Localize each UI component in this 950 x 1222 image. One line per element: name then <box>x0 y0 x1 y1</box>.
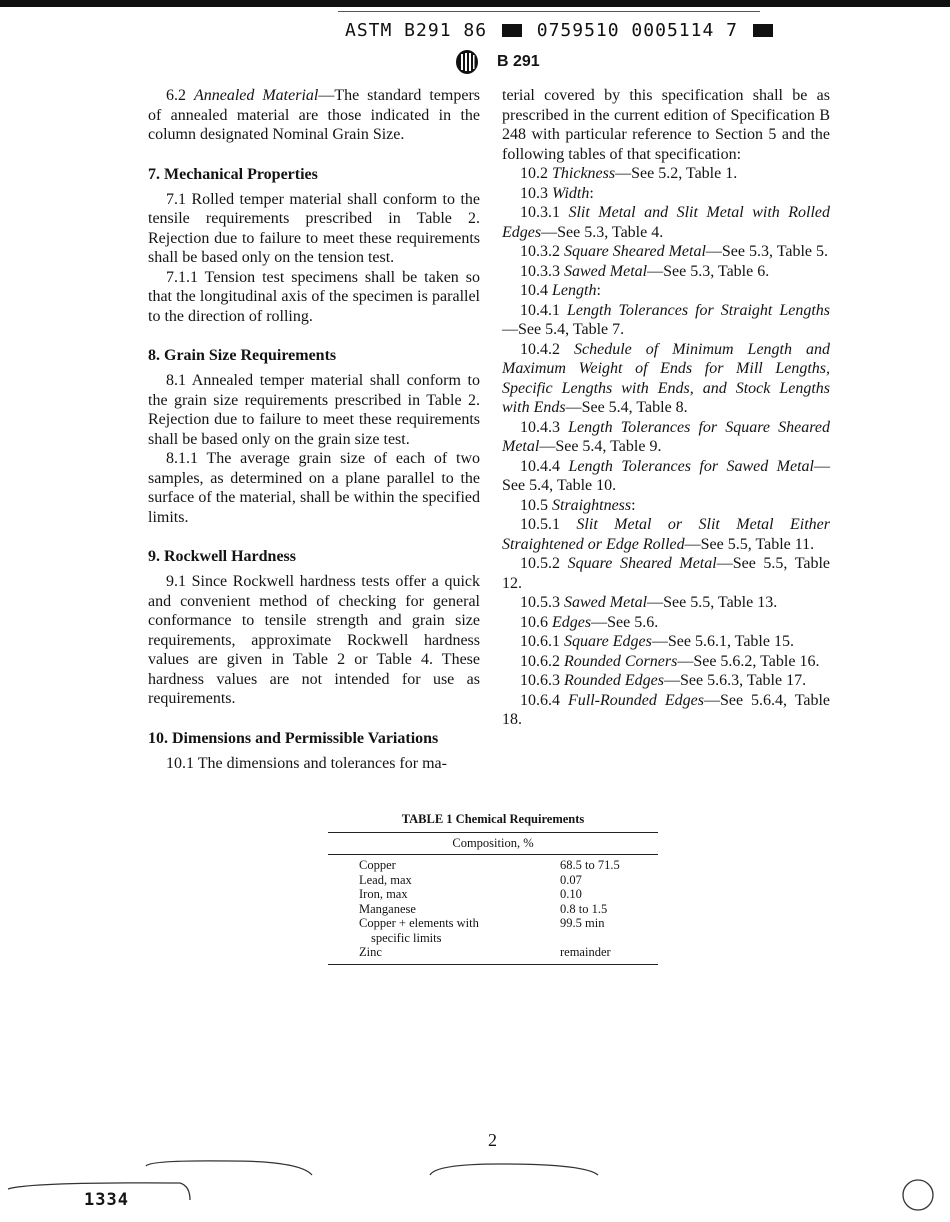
paragraph-title: Edges <box>552 613 592 631</box>
document-code-right: 0759510 0005114 7 <box>536 20 738 41</box>
composition-value: remainder <box>560 945 611 959</box>
document-code <box>345 20 805 44</box>
paragraph-10-4-1 <box>502 301 830 340</box>
section-7-heading: 7. Mechanical Properties <box>148 165 318 183</box>
table-row <box>328 945 658 960</box>
paragraph-number: 6.2 <box>166 87 186 104</box>
paragraph-10-6-3 <box>502 671 830 691</box>
header-rule <box>338 11 760 12</box>
paragraph-7-1-1: 7.1.1 Tension test specimens shall be taken so that the longitudinal axis of the specimen is parallel to the direction of rolling. <box>148 268 480 325</box>
paragraph-number: 10.6.3 <box>520 672 560 689</box>
paragraph-number: 10.3 <box>520 184 548 202</box>
paragraph-number: 10.4.3 <box>520 418 560 436</box>
paragraph-number: 10.6.2 <box>520 652 560 670</box>
paragraph-6-2 <box>148 86 480 145</box>
element-name: Manganese <box>359 901 416 916</box>
element-cell <box>328 858 560 873</box>
table-row <box>328 858 658 873</box>
paragraph-10-5-1 <box>502 515 830 554</box>
paragraph-title: Length Tolerances for Square Sheared Metal <box>502 418 830 455</box>
paragraph-title: Square Sheared Metal <box>567 555 717 572</box>
element-name: Lead, max <box>359 872 412 887</box>
paragraph-10-4-4 <box>502 457 830 496</box>
section-9-heading: 9. Rockwell Hardness <box>148 548 296 565</box>
element-cell <box>328 873 560 888</box>
paragraph-number: 10.4.4 <box>520 457 560 475</box>
paragraph-text: : <box>631 496 636 514</box>
paragraph-text: —See 5.3, Table 6. <box>647 262 770 280</box>
bottom-left-curve-mark <box>146 1161 312 1175</box>
paragraph-number: 10.4 <box>520 282 548 299</box>
paragraph-title: Slit Metal or Slit Metal Either Straightened or Edge Rolled <box>502 516 831 553</box>
composition-value: 0.8 to 1.5 <box>560 901 608 916</box>
element-name-continued: specific limits <box>371 930 442 945</box>
paragraph-10-5 <box>502 496 830 516</box>
folio-number: 1334 <box>84 1190 129 1210</box>
paragraph-text: —See 5.4, Table 8. <box>565 399 688 416</box>
paragraph-10-6-1 <box>502 632 830 652</box>
composition-value: 68.5 to 71.5 <box>560 858 620 872</box>
left-column <box>148 86 480 773</box>
punch-hole-mark <box>903 1180 933 1210</box>
paragraph-text: —See 5.6. <box>591 613 659 631</box>
table-bottom-rule <box>328 964 658 965</box>
composition-value: 0.07 <box>560 872 582 887</box>
section-10-heading: 10. Dimensions and Permissible Variations <box>148 729 439 747</box>
document-code-left: ASTM B291 86 <box>345 20 488 41</box>
section-8-heading: 8. Grain Size Requirements <box>148 347 337 364</box>
paragraph-10-2 <box>502 164 830 184</box>
table-body <box>328 855 658 964</box>
paragraph-text: : <box>589 184 594 202</box>
paragraph-title: Length <box>552 282 597 299</box>
paragraph-text: —See 5.3, Table 4. <box>541 223 664 241</box>
paragraph-title: Sawed Metal <box>564 594 648 611</box>
scan-top-bar <box>0 0 950 7</box>
bottom-center-curve-mark <box>430 1164 598 1175</box>
paragraph-number: 10.5.1 <box>520 516 560 533</box>
paragraph-text: —See 5.6.1, Table 15. <box>651 633 794 650</box>
paragraph-number: 10.6.4 <box>520 691 560 709</box>
paragraph-number: 10.4.1 <box>520 301 560 319</box>
paragraph-text: —See 5.6.4, Table 18. <box>502 691 831 728</box>
paragraph-title: Length Tolerances for Straight Lengths <box>567 301 831 319</box>
paragraph-10-6-2 <box>502 652 830 672</box>
paragraph-title: Rounded Corners <box>564 652 678 670</box>
paragraph-number: 10.6 <box>520 613 548 631</box>
paragraph-title: Square Edges <box>564 633 652 650</box>
paragraph-7-1: 7.1 Rolled temper material shall conform to the tensile requirements prescribed in Table 2. Rejection due to failure to meet these requirements shall be based only on the tension test. <box>148 190 480 266</box>
paragraph-number: 10.6.1 <box>520 633 560 650</box>
paragraph-title: Schedule of Minimum Length and Maximum Weight of Ends for Mill Lengths, Specific Lengths with Ends, and Stock Lengths with Ends <box>502 340 831 416</box>
paragraph-10-3-2 <box>502 242 830 262</box>
paragraph-title: Straightness <box>552 496 632 514</box>
page-number: 2 <box>488 1130 497 1150</box>
paragraph-text: —See 5.2, Table 1. <box>615 165 738 182</box>
table-row <box>328 916 658 945</box>
paragraph-8-1-1: 8.1.1 The average grain size of each of two samples, as determined on a plane parallel to the surface of the material, shall be within the specified limits. <box>148 450 480 526</box>
paragraph-title: Thickness <box>552 165 616 182</box>
element-name: Iron, max <box>359 887 408 901</box>
table-row <box>328 887 658 902</box>
paragraph-text: —See 5.4, Table 9. <box>539 438 662 455</box>
paragraph-number: 10.5.3 <box>520 594 560 611</box>
paragraph-10-3-1 <box>502 203 830 242</box>
paragraph-title: Width <box>552 184 590 202</box>
paragraph-title: Annealed Material <box>193 87 319 104</box>
paragraph-title: Sawed Metal <box>564 262 648 280</box>
table-column-header: Composition, % <box>452 836 534 850</box>
composition-value: 0.10 <box>560 887 582 901</box>
paragraph-title: Square Sheared Metal <box>564 243 706 260</box>
paragraph-title: Length Tolerances for Sawed Metal <box>568 457 815 475</box>
paragraph-text: —See 5.5, Table 12. <box>502 555 831 592</box>
paragraph-number: 10.2 <box>520 165 548 182</box>
paragraph-title: Rounded Edges <box>564 672 664 689</box>
paragraph-9-1: 9.1 Since Rockwell hardness tests offer a quick and convenient method of checking for general conformance to tensile strength and grain size requirements, approximate Rockwell hardness values are given in Table 2 or Table 4. These hardness values are not intended for use as requirements. <box>148 573 480 707</box>
paragraph-text: —See 5.6.2, Table 16. <box>677 652 820 670</box>
element-name: Zinc <box>359 945 382 959</box>
paragraph-10-4-3 <box>502 418 830 457</box>
paragraph-text: —See 5.3, Table 5. <box>705 243 829 260</box>
paragraph-number: 10.5 <box>520 496 548 514</box>
paragraph-10-5-2 <box>502 554 830 593</box>
table-row <box>328 873 658 888</box>
astm-logo-icon <box>454 49 480 75</box>
black-block-mark <box>502 24 522 37</box>
dimension-items-list <box>502 164 830 730</box>
black-block-mark <box>753 24 773 37</box>
paragraph-text: —See 5.4, Table 7. <box>502 321 625 338</box>
element-cell <box>328 902 560 917</box>
paragraph-10-6-4 <box>502 691 830 730</box>
paragraph-text: : <box>596 282 601 299</box>
paragraph-text: —See 5.5, Table 11. <box>684 535 815 553</box>
standard-number: B 291 <box>497 53 540 70</box>
element-cell <box>328 887 560 902</box>
paragraph-10-5-3 <box>502 593 830 613</box>
element-name: Copper + elements with <box>359 916 479 930</box>
table-1-chemical-requirements <box>328 812 658 965</box>
paragraph-text: —The standard tempers of annealed material are those indicated in the column designated Nominal Grain Size. <box>148 87 480 143</box>
paragraph-text: —See 5.6.3, Table 17. <box>663 672 807 689</box>
paragraph-10-1: 10.1 The dimensions and tolerances for ma- <box>166 754 447 772</box>
composition-value: 99.5 min <box>560 916 605 930</box>
element-cell <box>328 916 560 945</box>
paragraph-number: 10.3.2 <box>520 243 560 260</box>
paragraph-10-1-continued: terial covered by this specification shall be as prescribed in the current edition of Specification B 248 with particular reference to Section 5 and the following tables of that specification: <box>502 87 830 163</box>
paragraph-text: —See 5.4, Table 10. <box>502 457 831 494</box>
paragraph-10-6 <box>502 613 830 633</box>
paragraph-title: Slit Metal and Slit Metal with Rolled Edges <box>502 204 831 241</box>
paragraph-number: 10.5.2 <box>520 555 560 572</box>
paragraph-number: 10.3.3 <box>520 262 560 280</box>
table-caption: TABLE 1 Chemical Requirements <box>401 812 585 826</box>
paragraph-10-3-3 <box>502 262 830 282</box>
element-cell <box>328 945 560 960</box>
paragraph-8-1: 8.1 Annealed temper material shall conform to the grain size requirements prescribed in Table 2. Rejection due to failure to meet these requirements shall be based only on the grain size test. <box>148 372 480 448</box>
element-name: Copper <box>359 858 396 872</box>
right-column <box>502 86 830 730</box>
paragraph-10-4-2 <box>502 340 830 418</box>
paragraph-number: 10.4.2 <box>520 340 560 358</box>
paragraph-number: 10.3.1 <box>520 204 560 221</box>
paragraph-10-4 <box>502 281 830 301</box>
table-row <box>328 902 658 917</box>
paragraph-10-3 <box>502 184 830 204</box>
paragraph-title: Full-Rounded Edges <box>567 691 704 709</box>
paragraph-text: —See 5.5, Table 13. <box>647 594 778 611</box>
